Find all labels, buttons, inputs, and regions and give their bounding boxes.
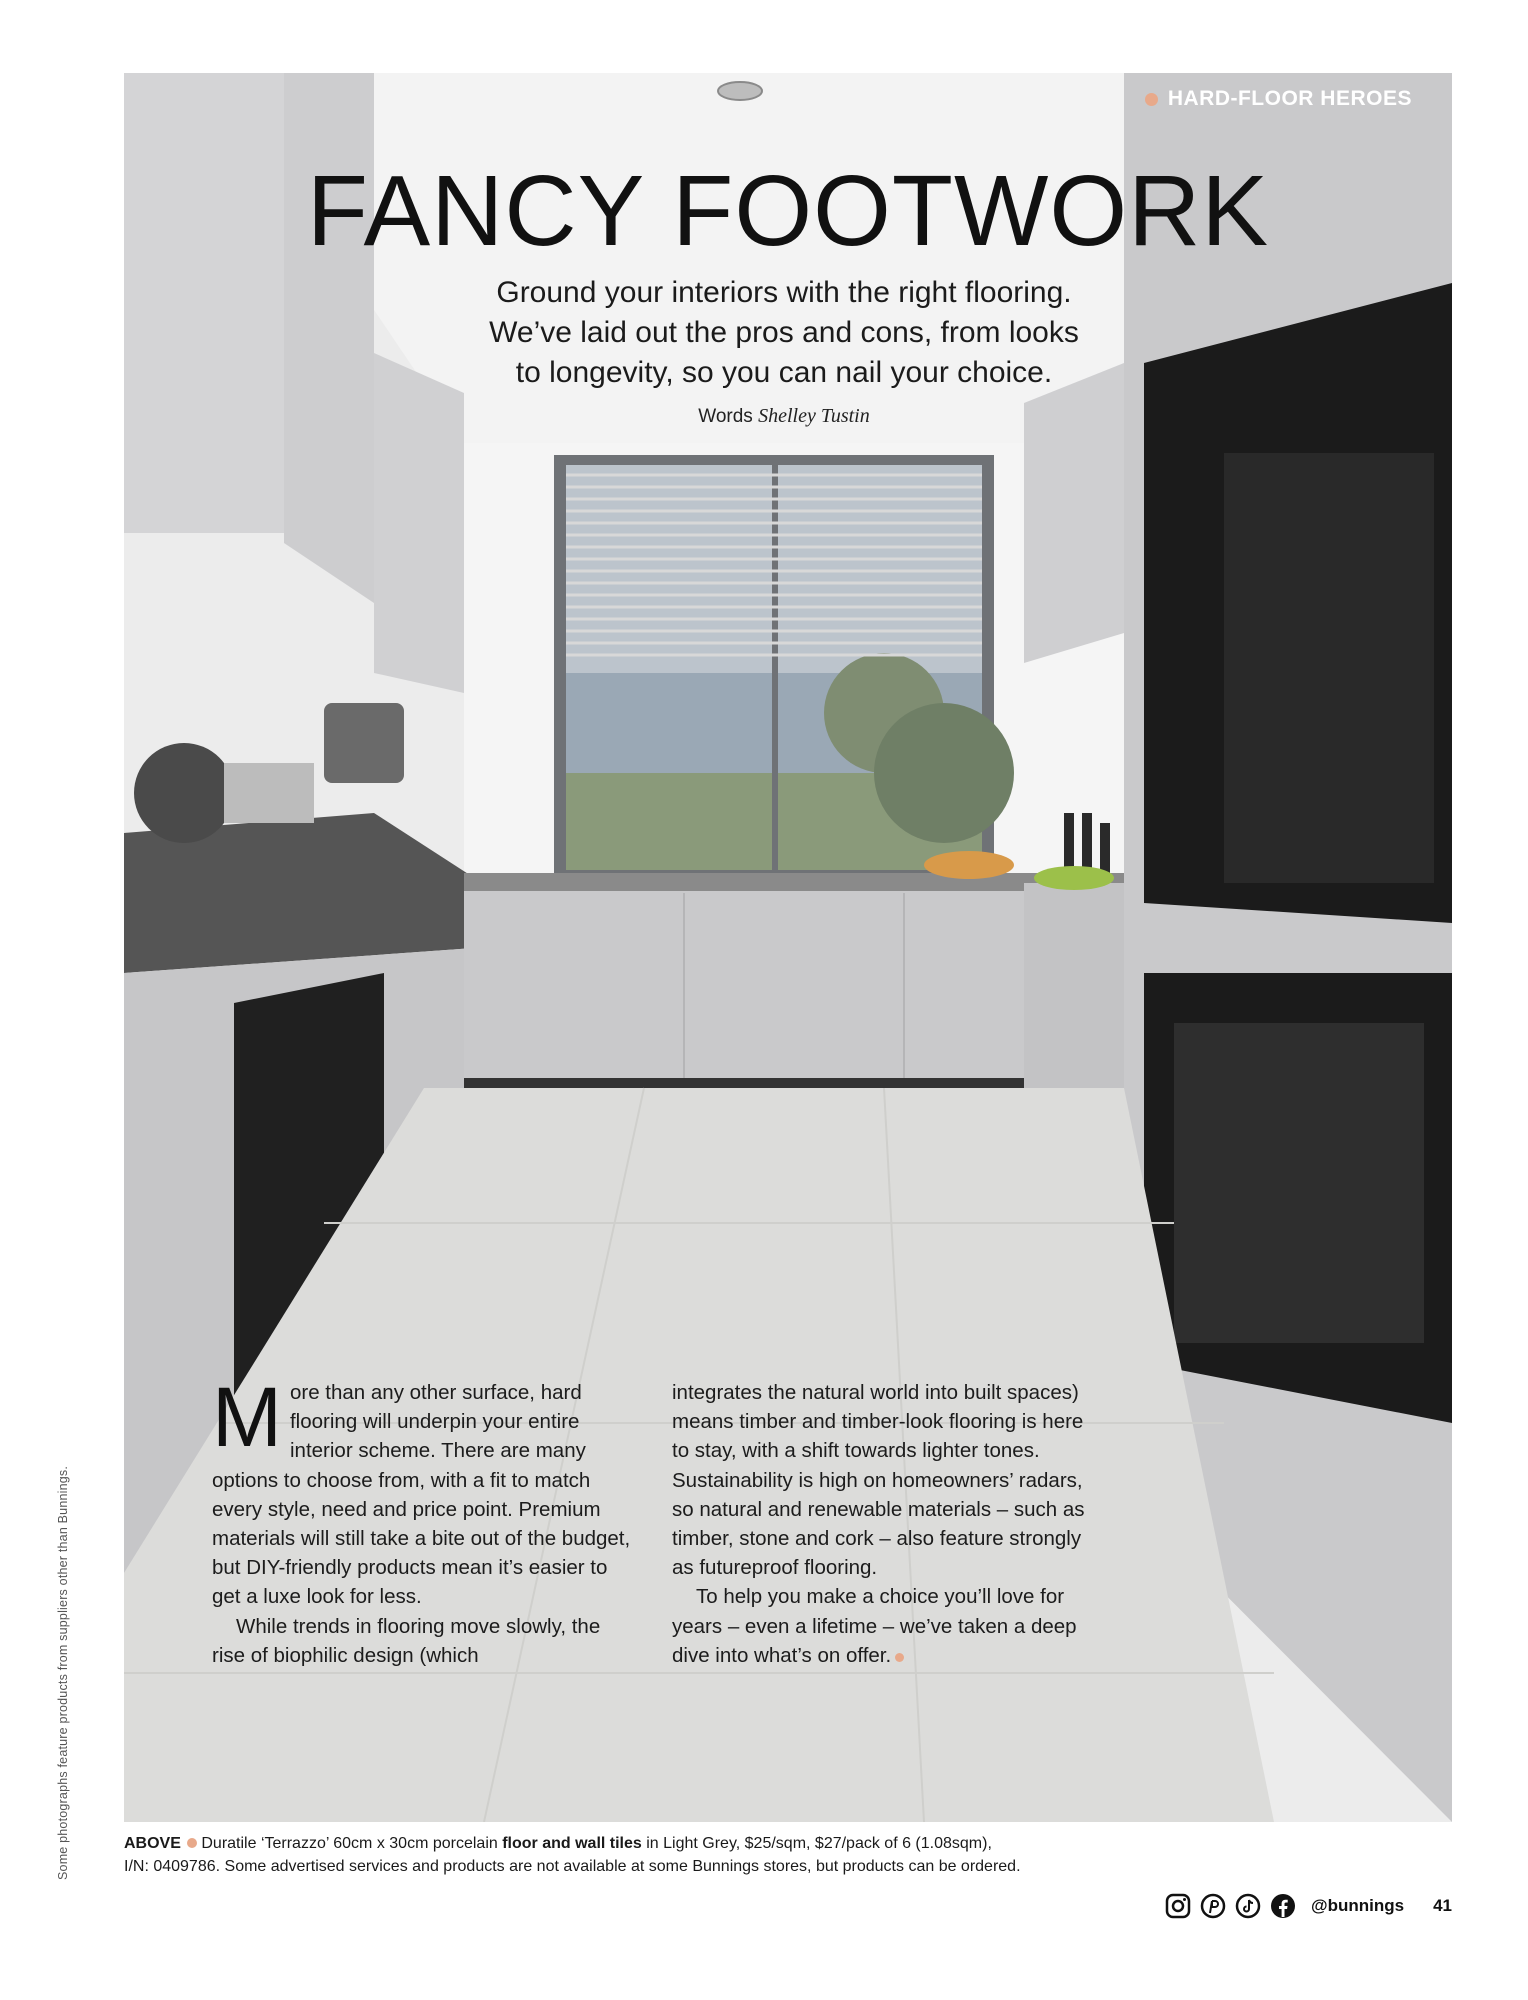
pinterest-icon[interactable] — [1200, 1893, 1226, 1919]
end-mark-dot — [895, 1653, 904, 1662]
caption-dot — [187, 1838, 197, 1848]
headline: FANCY FOOTWORK — [306, 155, 1270, 267]
article-paragraph: integrates the natural world into built spaces) means timber and timber-look flooring is here to stay, with a shift towards lighter tones. Sustainability is high on homeowners’ radars, so natural and renewable materials – such as timber, stone and cork – also feature strongly as futureproof flooring. — [672, 1381, 1085, 1580]
drop-cap: M — [212, 1370, 282, 1464]
page-number: 41 — [1433, 1896, 1452, 1915]
standfirst-line: We’ve laid out the pros and cons, from looks — [489, 316, 1079, 349]
caption-line: I/N: 0409786. Some advertised services and products are not available at some Bunnings stores, but products can be ordered. — [124, 1858, 1021, 1875]
social-handle[interactable]: @bunnings — [1311, 1896, 1405, 1915]
caption-label: ABOVE — [124, 1835, 181, 1852]
section-tag-label: HARD-FLOOR HEROES — [1167, 87, 1412, 110]
paragraph-text: ore than any other surface, hard flooring will underpin your entire interior scheme. There are many options to choose from, with a fit to match every style, need and price point. Premium materials will still take a bite out of the budget, but DIY-friendly products mean it’s easier to get a luxe look for less. — [212, 1381, 631, 1609]
standfirst-line: to longevity, so you can nail your choice. — [515, 356, 1053, 389]
article-column-right — [672, 1378, 1092, 1670]
caption-product: floor and wall tiles — [502, 1835, 642, 1852]
article-paragraph: While trends in flooring move slowly, the rise of biophilic design (which — [212, 1614, 601, 1667]
article-column-left — [212, 1370, 632, 1670]
instagram-icon[interactable] — [1165, 1893, 1191, 1919]
byline-author: Shelley Tustin — [758, 405, 870, 427]
caption-line — [124, 1832, 1454, 1855]
byline — [384, 405, 1184, 428]
caption-text: Duratile ‘Terrazzo’ 60cm x 30cm porcelain — [201, 1835, 503, 1852]
footer — [1165, 1893, 1452, 1919]
photo-credit-note: Some photographs feature products from suppliers other than Bunnings. — [56, 1465, 70, 1880]
article-paragraph — [672, 1582, 1092, 1670]
paragraph-text: To help you make a choice you’ll love for years – even a lifetime – we’ve taken a deep dive into what’s on offer. — [672, 1585, 1077, 1667]
byline-prefix: Words — [698, 406, 753, 427]
tiktok-icon[interactable] — [1235, 1893, 1261, 1919]
caption-text: in Light Grey, $25/sqm, $27/pack of 6 (1.08sqm), — [641, 1835, 992, 1852]
article-paragraph — [212, 1370, 632, 1612]
standfirst — [384, 273, 1184, 393]
photo-caption — [124, 1832, 1454, 1878]
section-tag-dot — [1145, 93, 1158, 106]
article-body — [212, 1370, 1092, 1670]
section-tag — [1145, 87, 1412, 111]
facebook-icon[interactable] — [1270, 1893, 1296, 1919]
standfirst-line: Ground your interiors with the right flooring. — [496, 276, 1072, 309]
